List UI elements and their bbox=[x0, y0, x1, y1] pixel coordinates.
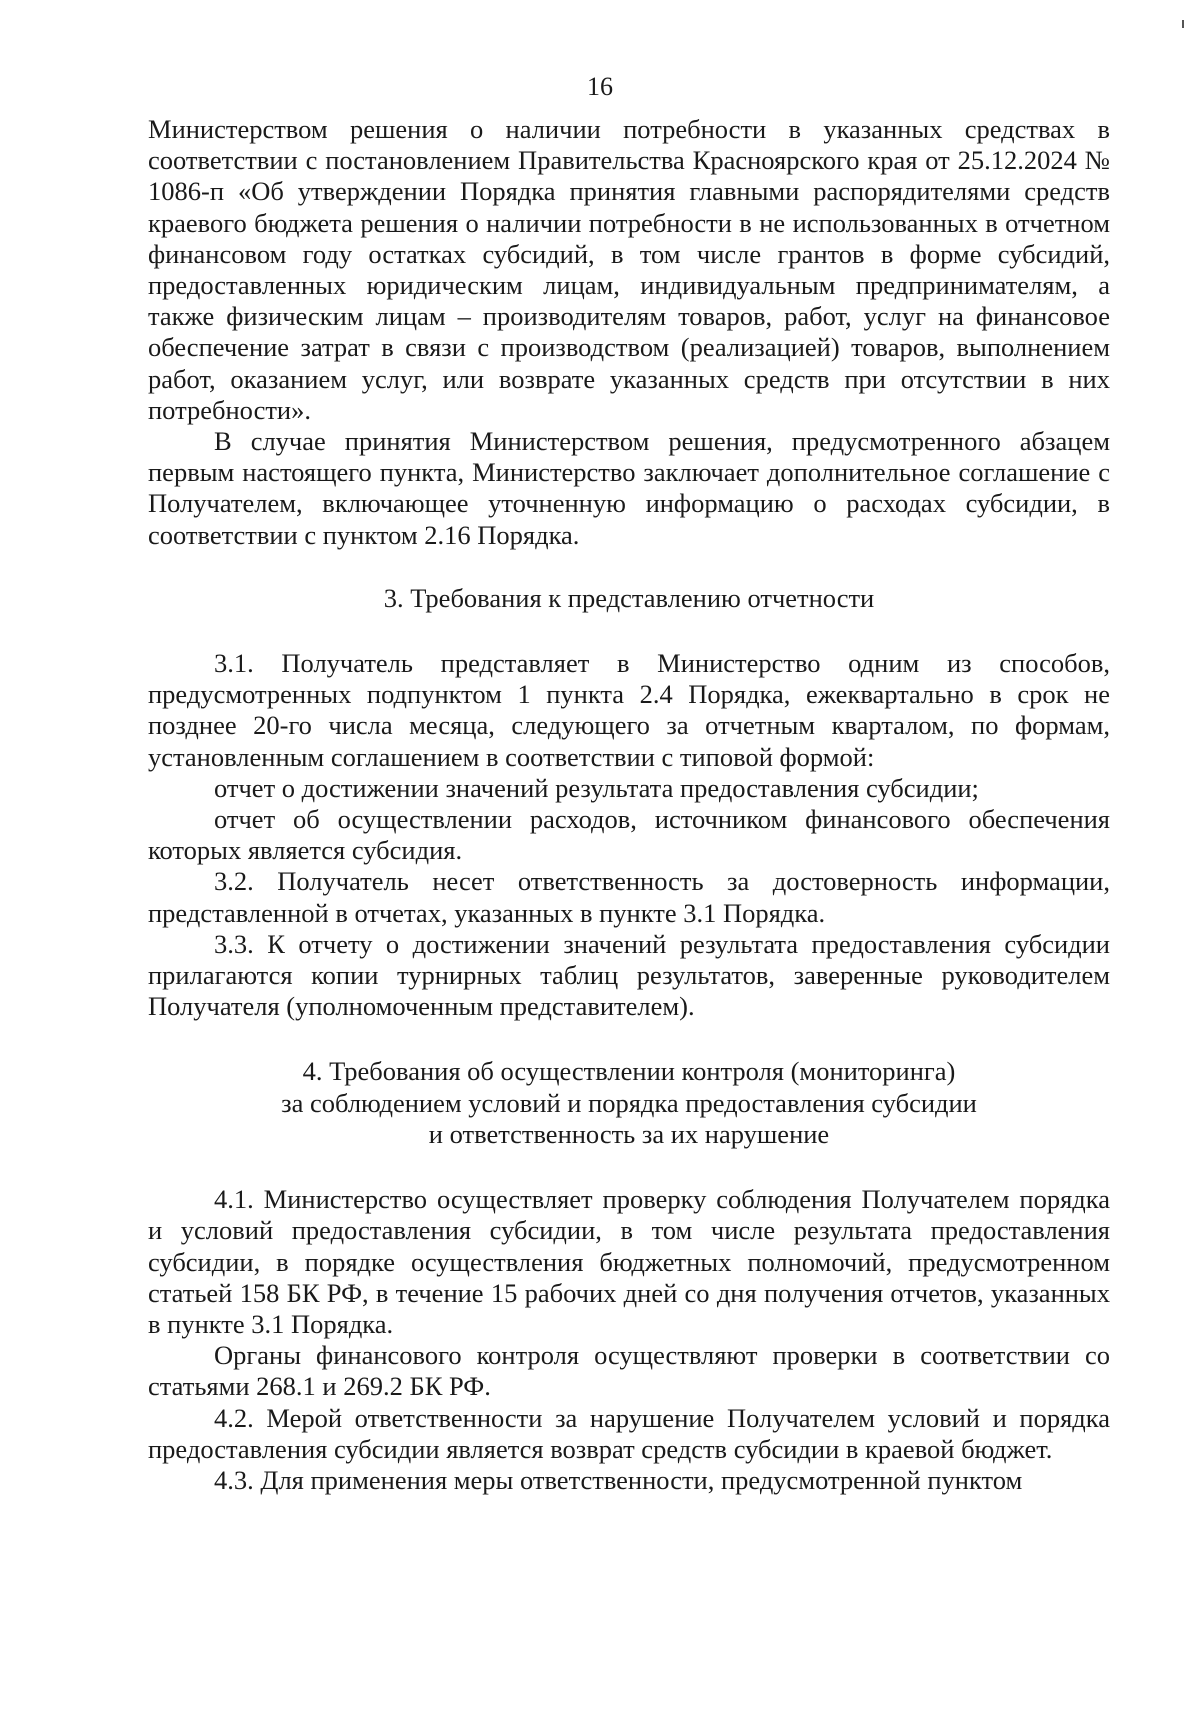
paragraph: 4.2. Мерой ответственности за нарушение Получателем условий и порядка предоставления субсидии является возврат средств субсидии в краевой бюджет. bbox=[148, 1402, 1110, 1464]
paragraph: отчет о достижении значений результата предоставления субсидии; bbox=[214, 772, 979, 803]
document-body bbox=[148, 114, 1110, 1496]
paragraph: 3.1. Получатель представляет в Министерство одним из способов, предусмотренных подпунктом 1 пункта 2.4 Порядка, ежеквартально в срок не позднее 20-го числа месяца, следующего за отчетным кварталом, по формам, установленным соглашением в соответствии с типовой формой: bbox=[148, 648, 1110, 772]
section-4-heading-line: и ответственность за их нарушение bbox=[428, 1118, 830, 1149]
paragraph: отчет об осуществлении расходов, источником финансового обеспечения которых является субсидия. bbox=[148, 804, 1110, 866]
section-4-heading bbox=[148, 1056, 1110, 1150]
paragraph: 4.1. Министерство осуществляет проверку соблюдения Получателем порядка и условий предоставления субсидии, в том числе результата предоставления субсидии, в порядке осуществления бюджетных полномочий, предусмотренном статьей 158 БК РФ, в течение 15 рабочих дней со дня получения отчетов, указанных в пункте 3.1 Порядка. bbox=[148, 1184, 1110, 1339]
paragraph: 3.2. Получатель несет ответственность за достоверность информации, представленной в отчетах, указанных в пункте 3.1 Порядка. bbox=[148, 866, 1110, 928]
paragraph: В случае принятия Министерством решения, предусмотренного абзацем первым настоящего пункта, Министерство заключает дополнительное соглашение с Получателем, включающее уточненную информацию о расходах субсидии, в соответствии с пунктом 2.16 Порядка. bbox=[148, 426, 1110, 550]
section-3-heading: 3. Требования к представлению отчетности bbox=[383, 582, 875, 613]
paragraph: Органы финансового контроля осуществляют проверки в соответствии со статьями 268.1 и 269.2 БК РФ. bbox=[148, 1340, 1110, 1402]
scan-mark bbox=[1182, 20, 1184, 28]
section-4-heading-line: 4. Требования об осуществлении контроля (мониторинга) bbox=[302, 1056, 956, 1087]
paragraph: 4.3. Для применения меры ответственности, предусмотренной пунктом bbox=[214, 1464, 1023, 1495]
paragraph: Министерством решения о наличии потребности в указанных средствах в соответствии с постановлением Правительства Красноярского края от 25.12.2024 № 1086-п «Об утверждении Порядка принятия главными распорядителями средств краевого бюджета решения о наличии потребности в не использованных в отчетном финансовом году остатках субсидий, в том числе грантов в форме субсидий, предоставленных юридическим лицам, индивидуальным предпринимателям, а также физическим лицам – производителям товаров, работ, услуг на финансовое обеспечение затрат в связи с производством (реализацией) товаров, выполнением работ, оказанием услуг, или возврате указанных средств при отсутствии в них потребности». bbox=[148, 114, 1110, 425]
page-number: 16 bbox=[587, 72, 613, 101]
section-4-heading-line: за соблюдением условий и порядка предоставления субсидии bbox=[281, 1087, 977, 1118]
paragraph: 3.3. К отчету о достижении значений результата предоставления субсидии прилагаются копии турнирных таблиц результатов, заверенные руководителем Получателя (уполномоченным представителем). bbox=[148, 928, 1110, 1022]
